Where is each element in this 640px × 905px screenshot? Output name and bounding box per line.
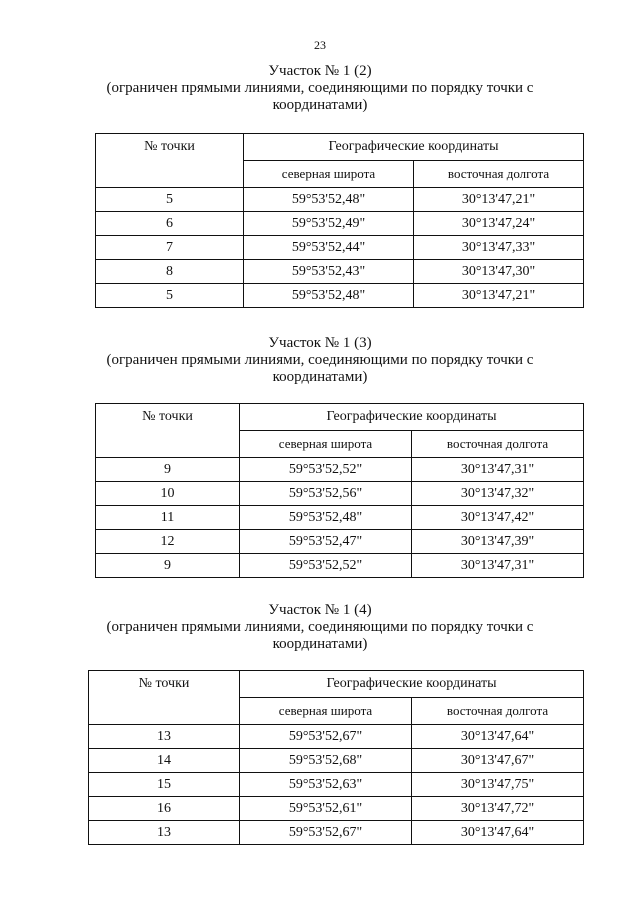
geo-coordinates-header: Географические координаты <box>244 134 584 161</box>
section-subtitle-line1: (ограничен прямыми линиями, соединяющими по порядку точки с <box>106 80 534 96</box>
point-cell: 6 <box>96 212 244 236</box>
table-row <box>96 284 584 308</box>
longitude-header: восточная долгота <box>414 161 584 188</box>
latitude-cell: 59°53'52,48" <box>244 284 414 308</box>
section-title: Участок № 1 (2) <box>268 63 372 79</box>
coordinates-table-3 <box>88 670 584 845</box>
longitude-cell: 30°13'47,39" <box>412 530 584 554</box>
point-cell: 9 <box>96 554 240 578</box>
section-title: Участок № 1 (4) <box>268 602 372 618</box>
coordinates-table-1 <box>95 133 584 308</box>
point-cell: 7 <box>96 236 244 260</box>
point-number-header: № точки <box>89 671 240 725</box>
latitude-cell: 59°53'52,68" <box>240 749 412 773</box>
table-row <box>96 458 584 482</box>
point-number-header: № точки <box>96 404 240 458</box>
latitude-cell: 59°53'52,49" <box>244 212 414 236</box>
latitude-cell: 59°53'52,67" <box>240 725 412 749</box>
table-row <box>89 821 584 845</box>
table-row <box>96 506 584 530</box>
point-cell: 5 <box>96 284 244 308</box>
table-row <box>96 260 584 284</box>
section-title: Участок № 1 (3) <box>268 335 372 351</box>
latitude-cell: 59°53'52,47" <box>240 530 412 554</box>
table-row <box>96 530 584 554</box>
table-row <box>89 773 584 797</box>
point-cell: 16 <box>89 797 240 821</box>
latitude-header: северная широта <box>240 431 412 458</box>
section-subtitle-line1: (ограничен прямыми линиями, соединяющими по порядку точки с <box>106 352 534 368</box>
section-heading-1 <box>0 63 640 114</box>
latitude-cell: 59°53'52,44" <box>244 236 414 260</box>
section-heading-3 <box>0 602 640 653</box>
latitude-cell: 59°53'52,63" <box>240 773 412 797</box>
table-row <box>96 236 584 260</box>
latitude-header: северная широта <box>240 698 412 725</box>
point-cell: 13 <box>89 725 240 749</box>
point-cell: 11 <box>96 506 240 530</box>
table-row <box>96 482 584 506</box>
geo-coordinates-header: Географические координаты <box>240 404 584 431</box>
table-header-row <box>89 671 584 698</box>
point-cell: 10 <box>96 482 240 506</box>
table-row <box>96 554 584 578</box>
point-cell: 9 <box>96 458 240 482</box>
point-cell: 5 <box>96 188 244 212</box>
section-subtitle-line2: координатами) <box>272 97 368 113</box>
point-cell: 14 <box>89 749 240 773</box>
latitude-cell: 59°53'52,52" <box>240 458 412 482</box>
longitude-cell: 30°13'47,42" <box>412 506 584 530</box>
longitude-cell: 30°13'47,31" <box>412 458 584 482</box>
point-cell: 12 <box>96 530 240 554</box>
table-header-row <box>96 404 584 431</box>
section-subtitle-line2: координатами) <box>272 369 368 385</box>
latitude-cell: 59°53'52,56" <box>240 482 412 506</box>
longitude-header: восточная долгота <box>412 431 584 458</box>
point-cell: 8 <box>96 260 244 284</box>
longitude-cell: 30°13'47,21" <box>414 188 584 212</box>
point-cell: 13 <box>89 821 240 845</box>
latitude-cell: 59°53'52,48" <box>244 188 414 212</box>
longitude-cell: 30°13'47,24" <box>414 212 584 236</box>
latitude-cell: 59°53'52,48" <box>240 506 412 530</box>
table-row <box>89 797 584 821</box>
section-subtitle-line1: (ограничен прямыми линиями, соединяющими по порядку точки с <box>106 619 534 635</box>
table-row <box>96 212 584 236</box>
table-header-row <box>96 134 584 161</box>
latitude-cell: 59°53'52,43" <box>244 260 414 284</box>
latitude-cell: 59°53'52,61" <box>240 797 412 821</box>
longitude-cell: 30°13'47,67" <box>412 749 584 773</box>
longitude-cell: 30°13'47,33" <box>414 236 584 260</box>
latitude-cell: 59°53'52,52" <box>240 554 412 578</box>
coordinates-table-2 <box>95 403 584 578</box>
longitude-cell: 30°13'47,64" <box>412 821 584 845</box>
table-row <box>96 188 584 212</box>
section-heading-2 <box>0 335 640 386</box>
longitude-cell: 30°13'47,72" <box>412 797 584 821</box>
longitude-header: восточная долгота <box>412 698 584 725</box>
longitude-cell: 30°13'47,32" <box>412 482 584 506</box>
point-cell: 15 <box>89 773 240 797</box>
section-subtitle-line2: координатами) <box>272 636 368 652</box>
point-number-header: № точки <box>96 134 244 188</box>
longitude-cell: 30°13'47,21" <box>414 284 584 308</box>
longitude-cell: 30°13'47,31" <box>412 554 584 578</box>
latitude-header: северная широта <box>244 161 414 188</box>
longitude-cell: 30°13'47,30" <box>414 260 584 284</box>
latitude-cell: 59°53'52,67" <box>240 821 412 845</box>
geo-coordinates-header: Географические координаты <box>240 671 584 698</box>
table-row <box>89 725 584 749</box>
longitude-cell: 30°13'47,64" <box>412 725 584 749</box>
page-number: 23 <box>314 38 326 52</box>
table-row <box>89 749 584 773</box>
longitude-cell: 30°13'47,75" <box>412 773 584 797</box>
